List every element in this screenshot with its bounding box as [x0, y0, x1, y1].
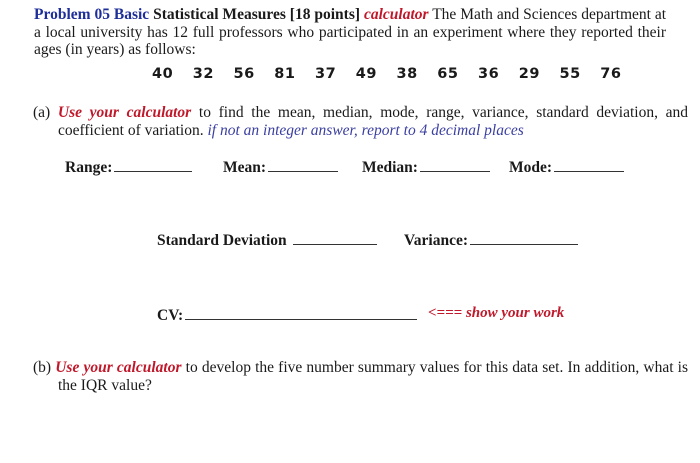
cv-field	[157, 305, 417, 325]
part-a-note: if not an integer answer, report to 4 decimal places	[207, 121, 524, 139]
part-a-text: to find the mean, median, mode, range, variance, standard deviation, and coefficient of variation.	[58, 104, 689, 139]
age-value: 65	[437, 66, 459, 82]
range-label: Range:	[65, 159, 113, 176]
age-value: 29	[518, 66, 540, 82]
range-field	[65, 157, 192, 177]
age-value: 32	[192, 66, 214, 82]
age-value: 81	[274, 66, 296, 82]
variance-label: Variance:	[404, 232, 468, 249]
age-value: 76	[600, 66, 622, 82]
age-value: 56	[233, 66, 255, 82]
median-answer-blank[interactable]	[420, 157, 490, 172]
mean-field	[223, 157, 338, 177]
part-a-emphasis: Use your calculator	[57, 104, 192, 121]
age-value: 36	[478, 66, 500, 82]
age-value: 38	[396, 66, 418, 82]
problem-intro	[34, 6, 666, 59]
variance-field	[404, 230, 578, 250]
part-b-text: to develop the five number summary values for this data set. In addition, what is the IQR value?	[58, 359, 689, 394]
median-label: Median:	[362, 159, 418, 176]
calculator-tag: calculator	[363, 6, 429, 23]
mode-answer-blank[interactable]	[554, 157, 624, 172]
mode-field	[509, 157, 624, 177]
part-b-prompt	[33, 359, 688, 394]
age-value: 55	[559, 66, 581, 82]
part-b-emphasis: Use your calculator	[55, 359, 182, 376]
intro-text: The Math and Sciences department at a local university has 12 full professors who participated in an experiment where they reported their ages (in years) as follows:	[34, 6, 667, 58]
age-value: 37	[315, 66, 337, 82]
sd-answer-blank[interactable]	[293, 230, 377, 245]
sd-field	[157, 230, 377, 250]
show-work-note: <=== show your work	[428, 305, 565, 321]
problem-number: Problem 05 Basic	[34, 6, 150, 23]
mode-label: Mode:	[509, 159, 553, 176]
part-a-marker: (a)	[33, 104, 51, 121]
mean-label: Mean:	[223, 159, 267, 176]
ages-data	[152, 66, 631, 82]
cv-answer-blank[interactable]	[185, 305, 417, 320]
range-answer-blank[interactable]	[114, 157, 192, 172]
part-a-prompt	[33, 104, 688, 139]
cv-label: CV:	[157, 307, 184, 324]
variance-answer-blank[interactable]	[470, 230, 578, 245]
age-value: 49	[355, 66, 377, 82]
age-value: 40	[152, 66, 174, 82]
median-field	[362, 157, 490, 177]
problem-points: [18 points]	[289, 6, 361, 23]
sd-label: Standard Deviation	[157, 232, 287, 249]
problem-title: Statistical Measures	[153, 6, 286, 23]
mean-answer-blank[interactable]	[268, 157, 338, 172]
part-b-marker: (b)	[33, 359, 52, 376]
